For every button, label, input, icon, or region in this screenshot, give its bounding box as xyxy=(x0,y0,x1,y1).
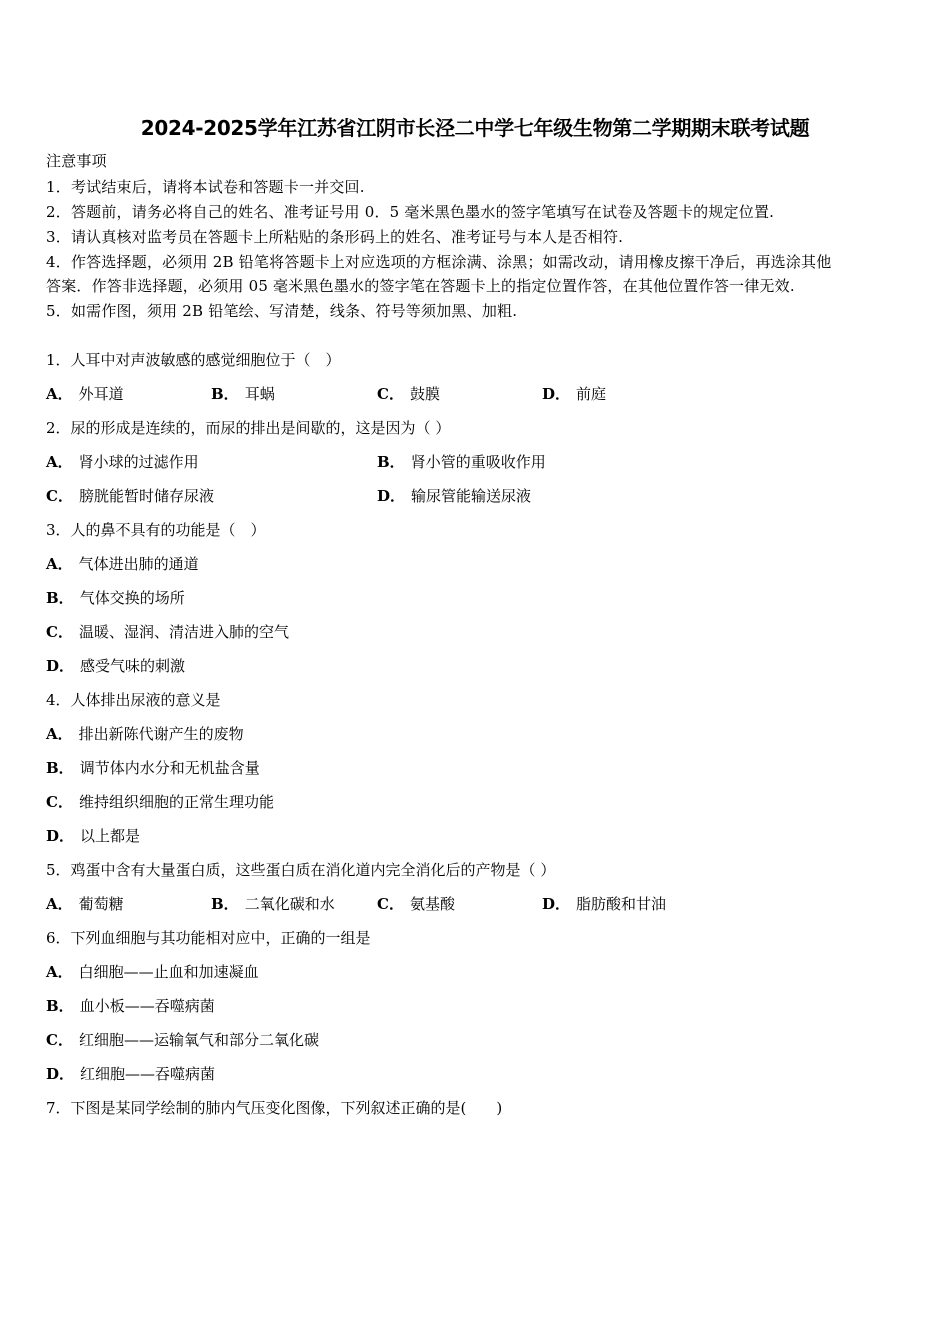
question-stem: 7．下图是某同学绘制的肺内气压变化图像，下列叙述正确的是( ) xyxy=(46,1099,503,1117)
option-text: 气体交换的场所 xyxy=(79,589,185,607)
option-text: 外耳道 xyxy=(78,385,124,403)
option-text: 气体进出肺的通道 xyxy=(78,555,199,573)
option-text: 脂肪酸和甘油 xyxy=(576,895,667,913)
option-b xyxy=(46,758,260,778)
option-letter: A． xyxy=(46,895,73,913)
option-d xyxy=(542,894,666,914)
option-text: 红细胞——吞噬病菌 xyxy=(80,1065,216,1083)
option-b xyxy=(211,894,335,914)
option-d xyxy=(542,384,606,404)
notice-item-4: 4．作答选择题，必须用 2B 铅笔将答题卡上对应选项的方框涂满、涂黑；如需改动，请用橡皮擦干净后，再选涂其他 xyxy=(46,253,832,271)
option-d xyxy=(46,1064,215,1084)
option-c xyxy=(46,486,214,506)
question-stem: 4．人体排出尿液的意义是 xyxy=(46,691,221,709)
option-letter: C． xyxy=(377,385,404,403)
option-b xyxy=(46,996,215,1016)
option-letter: A． xyxy=(46,963,73,981)
option-letter: D． xyxy=(46,827,75,845)
option-letter: B． xyxy=(46,589,74,607)
option-c xyxy=(46,1030,319,1050)
option-text: 氨基酸 xyxy=(409,895,455,913)
option-b xyxy=(377,452,546,472)
option-text: 前庭 xyxy=(576,385,607,403)
option-a xyxy=(46,452,199,472)
option-letter: D． xyxy=(46,1065,75,1083)
option-c xyxy=(377,384,440,404)
notice-item-5: 5．如需作图，须用 2B 铅笔绘、写清楚，线条、符号等须加黑、加粗. xyxy=(46,302,518,320)
option-d xyxy=(377,486,531,506)
option-text: 膀胱能暂时储存尿液 xyxy=(78,487,214,505)
option-d xyxy=(46,826,140,846)
option-c xyxy=(377,894,455,914)
option-c xyxy=(46,622,289,642)
option-text: 温暖、湿润、清洁进入肺的空气 xyxy=(78,623,289,641)
option-letter: B． xyxy=(211,895,239,913)
option-letter: B． xyxy=(46,759,74,777)
notice-heading: 注意事项 xyxy=(46,152,107,170)
question-stem: 6．下列血细胞与其功能相对应中，正确的一组是 xyxy=(46,929,371,947)
option-a xyxy=(46,724,244,744)
option-letter: A． xyxy=(46,555,73,573)
option-text: 葡萄糖 xyxy=(78,895,124,913)
option-letter: C． xyxy=(46,623,73,641)
option-a xyxy=(46,894,124,914)
option-letter: B． xyxy=(211,385,239,403)
option-letter: C． xyxy=(46,1031,73,1049)
option-a xyxy=(46,962,259,982)
option-text: 二氧化碳和水 xyxy=(244,895,335,913)
option-letter: D． xyxy=(542,385,571,403)
option-letter: C． xyxy=(46,487,73,505)
exam-title: 2024-2025学年江苏省江阴市长泾二中学七年级生物第二学期期末联考试题 xyxy=(140,116,810,140)
option-text: 维持组织细胞的正常生理功能 xyxy=(78,793,274,811)
notice-item-4-cont: 答案．作答非选择题，必须用 05 毫米黑色墨水的签字笔在答题卡上的指定位置作答，在其他位置作答一律无效. xyxy=(46,277,795,295)
option-text: 感受气味的刺激 xyxy=(80,657,186,675)
option-text: 白细胞——止血和加速凝血 xyxy=(78,963,259,981)
option-text: 血小板——吞噬病菌 xyxy=(79,997,215,1015)
option-text: 以上都是 xyxy=(80,827,141,845)
option-letter: A． xyxy=(46,385,73,403)
notice-item-1: 1．考试结束后，请将本试卷和答题卡一并交回. xyxy=(46,178,365,196)
option-b xyxy=(211,384,275,404)
notice-item-2: 2．答题前，请务必将自己的姓名、准考证号用 0．5 毫米黑色墨水的签字笔填写在试卷及答题卡的规定位置. xyxy=(46,203,775,221)
option-a xyxy=(46,554,199,574)
question-stem: 3．人的鼻不具有的功能是（ ） xyxy=(46,521,266,539)
option-b xyxy=(46,588,185,608)
option-letter: A． xyxy=(46,453,73,471)
option-text: 输尿管能输送尿液 xyxy=(411,487,532,505)
option-letter: A． xyxy=(46,725,73,743)
option-text: 耳蜗 xyxy=(244,385,275,403)
option-letter: C． xyxy=(46,793,73,811)
option-d xyxy=(46,656,185,676)
option-letter: C． xyxy=(377,895,404,913)
option-text: 红细胞——运输氧气和部分二氧化碳 xyxy=(78,1031,319,1049)
notice-item-3: 3．请认真核对监考员在答题卡上所粘贴的条形码上的姓名、准考证号与本人是否相符. xyxy=(46,228,624,246)
option-letter: D． xyxy=(542,895,571,913)
option-text: 肾小管的重吸收作用 xyxy=(410,453,546,471)
option-c xyxy=(46,792,274,812)
question-stem: 1．人耳中对声波敏感的感觉细胞位于（ ） xyxy=(46,351,341,369)
option-a xyxy=(46,384,124,404)
option-letter: D． xyxy=(377,487,406,505)
option-letter: B． xyxy=(46,997,74,1015)
option-letter: B． xyxy=(377,453,405,471)
question-stem: 2．尿的形成是连续的，而尿的排出是间歇的，这是因为（ ） xyxy=(46,419,451,437)
option-text: 调节体内水分和无机盐含量 xyxy=(79,759,260,777)
option-text: 肾小球的过滤作用 xyxy=(78,453,199,471)
option-text: 鼓膜 xyxy=(409,385,440,403)
option-text: 排出新陈代谢产生的废物 xyxy=(78,725,244,743)
option-letter: D． xyxy=(46,657,75,675)
question-stem: 5．鸡蛋中含有大量蛋白质，这些蛋白质在消化道内完全消化后的产物是（ ） xyxy=(46,861,556,879)
